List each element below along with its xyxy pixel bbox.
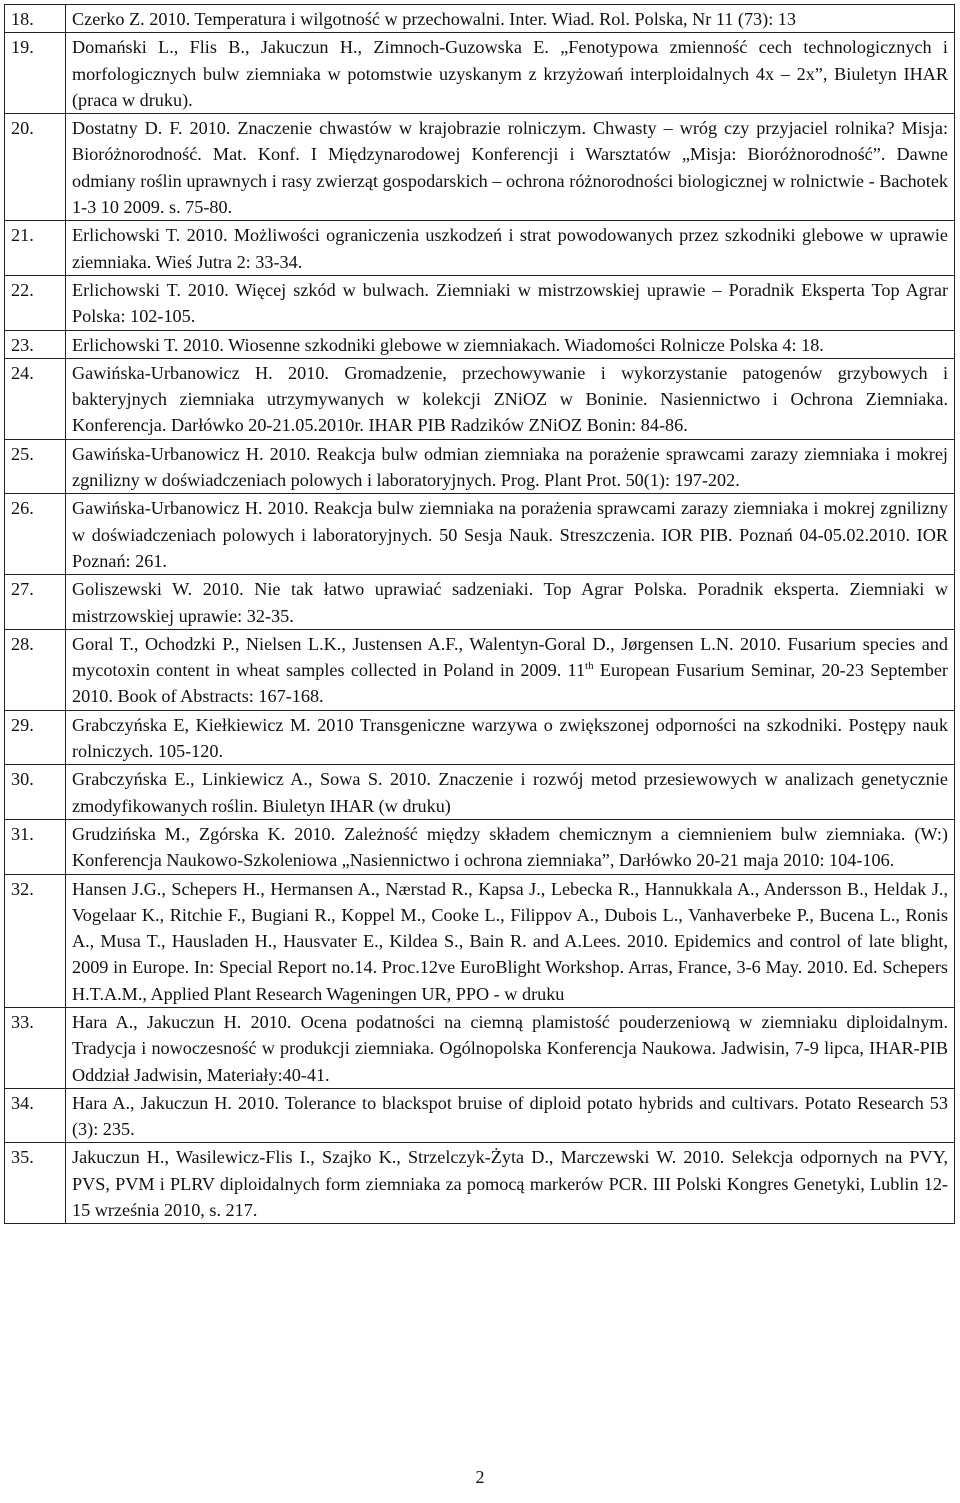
reference-text: Gawińska-Urbanowicz H. 2010. Reakcja bulw ziemniaka na porażenia sprawcami zarazy ziemniaka i mokrej zgnilizny w doświadczeniach polowych i laboratoryjnych. 50 Sesja Nauk. Streszczenia. IOR PIB. Poznań 04-05.02.2010. IOR Poznań: 261.	[66, 494, 955, 575]
reference-number: 28.	[5, 629, 66, 710]
reference-text: Erlichowski T. 2010. Wiosenne szkodniki glebowe w ziemniakach. Wiadomości Rolnicze Polska 4: 18.	[66, 330, 955, 358]
table-row	[5, 765, 955, 820]
table-row	[5, 819, 955, 874]
reference-number: 35.	[5, 1143, 66, 1224]
reference-text: Dostatny D. F. 2010. Znaczenie chwastów w krajobrazie rolniczym. Chwasty – wróg czy przyjaciel rolnika? Misja: Bioróżnorodność. Mat. Konf. I Międzynarodowej Konferencji i Warsztatów „Misja: Bioróżnorodność”. Dawne odmiany roślin uprawnych i rasy zwierząt gospodarskich – ochrona różnorodności biologicznej w rolnictwie - Bachotek 1-3 10 2009. s. 75-80.	[66, 114, 955, 221]
table-row	[5, 575, 955, 630]
reference-text	[66, 629, 955, 710]
table-row	[5, 221, 955, 276]
reference-number: 23.	[5, 330, 66, 358]
reference-text: Grabczyńska E, Kiełkiewicz M. 2010 Transgeniczne warzywa o zwiększonej odporności na szkodniki. Postępy nauk rolniczych. 105-120.	[66, 710, 955, 765]
reference-text-part: European Fusarium Seminar, 20-23 September 2010. Book of Abstracts: 167-168.	[72, 660, 948, 707]
reference-text: Gawińska-Urbanowicz H. 2010. Gromadzenie, przechowywanie i wykorzystanie patogenów grzybowych i bakteryjnych ziemniaka utrzymywanych w kolekcji ZNiOZ w Boninie. Nasiennictwo i Ochrona Ziemniaka. Konferencja. Darłówko 20-21.05.2010r. IHAR PIB Radzików ZNiOZ Bonin: 84-86.	[66, 358, 955, 439]
table-row	[5, 1088, 955, 1143]
table-row	[5, 275, 955, 330]
reference-text: Goliszewski W. 2010. Nie tak łatwo uprawiać sadzeniaki. Top Agrar Polska. Poradnik eksperta. Ziemniaki w mistrzowskiej uprawie: 32-35.	[66, 575, 955, 630]
reference-number: 18.	[5, 5, 66, 33]
references-table	[4, 4, 955, 1224]
reference-text: Grudzińska M., Zgórska K. 2010. Zależność między składem chemicznym a ciemnieniem bulw ziemniaka. (W:) Konferencja Naukowo-Szkoleniowa „Nasiennictwo i ochrona ziemniaka”, Darłówko 20-21 maja 2010: 104-106.	[66, 819, 955, 874]
reference-text: Erlichowski T. 2010. Więcej szkód w bulwach. Ziemniaki w mistrzowskiej uprawie – Poradnik Eksperta Top Agrar Polska: 102-105.	[66, 275, 955, 330]
reference-number: 20.	[5, 114, 66, 221]
reference-number: 26.	[5, 494, 66, 575]
table-row	[5, 874, 955, 1007]
reference-text: Gawińska-Urbanowicz H. 2010. Reakcja bulw odmian ziemniaka na porażenie sprawcami zarazy ziemniaka i mokrej zgnilizny w doświadczeniach polowych i laboratoryjnych. Prog. Plant Prot. 50(1): 197-202.	[66, 439, 955, 494]
reference-number: 30.	[5, 765, 66, 820]
page-number: 2	[475, 1467, 485, 1487]
reference-number: 21.	[5, 221, 66, 276]
reference-text-part: Goral T., Ochodzki P., Nielsen L.K., Justensen A.F., Walentyn-Goral D., Jørgensen L.N. 2010. Fusarium species and mycotoxin content in wheat samples collected in Poland in 2009. 11	[72, 633, 948, 681]
reference-text: Domański L., Flis B., Jakuczun H., Zimnoch-Guzowska E. „Fenotypowa zmienność cech technologicznych i morfologicznych bulw ziemniaka w potomstwie uzyskanym z krzyżowań interploidalnych 4x – 2x”, Biuletyn IHAR (praca w druku).	[66, 33, 955, 114]
table-row	[5, 629, 955, 710]
reference-number: 19.	[5, 33, 66, 114]
table-row	[5, 33, 955, 114]
reference-number: 24.	[5, 358, 66, 439]
table-row	[5, 358, 955, 439]
reference-number: 33.	[5, 1007, 66, 1088]
table-row	[5, 330, 955, 358]
table-row	[5, 710, 955, 765]
reference-number: 25.	[5, 439, 66, 494]
reference-number: 31.	[5, 819, 66, 874]
reference-text: Hara A., Jakuczun H. 2010. Ocena podatności na ciemną plamistość pouderzeniową w ziemniaku diploidalnym. Tradycja i nowoczesność w produkcji ziemniaka. Ogólnopolska Konferencja Naukowa. Jadwisin, 7-9 lipca, IHAR-PIB Oddział Jadwisin, Materiały:40-41.	[66, 1007, 955, 1088]
reference-text: Grabczyńska E., Linkiewicz A., Sowa S. 2010. Znaczenie i rozwój metod przesiewowych w analizach genetycznie zmodyfikowanych roślin. Biuletyn IHAR (w druku)	[66, 765, 955, 820]
table-row	[5, 5, 955, 33]
ordinal-superscript: th	[585, 660, 594, 673]
table-row	[5, 114, 955, 221]
reference-text: Erlichowski T. 2010. Możliwości ograniczenia uszkodzeń i strat powodowanych przez szkodniki glebowe w uprawie ziemniaka. Wieś Jutra 2: 33-34.	[66, 221, 955, 276]
reference-number: 34.	[5, 1088, 66, 1143]
reference-number: 27.	[5, 575, 66, 630]
reference-text: Hansen J.G., Schepers H., Hermansen A., Nærstad R., Kapsa J., Lebecka R., Hannukkala A., Andersson B., Heldak J., Vogelaar K., Ritchie F., Bugiani R., Koppel M., Cooke L., Filippov A., Dubois L., Vanhaverbeke P., Bucena L., Ronis A., Musa T., Hausladen H., Hausvater E., Kildea S., Bain R. and A.Lees. 2010. Epidemics and control of late blight, 2009 in Europe. In: Special Report no.14. Proc.12ve EuroBlight Workshop. Arras, France, 3-6 May. 2010. Ed. Schepers H.T.A.M., Applied Plant Research Wageningen UR, PPO - w druku	[66, 874, 955, 1007]
reference-number: 29.	[5, 710, 66, 765]
table-row	[5, 494, 955, 575]
table-row	[5, 1143, 955, 1224]
reference-number: 32.	[5, 874, 66, 1007]
table-row	[5, 1007, 955, 1088]
table-row	[5, 439, 955, 494]
reference-text: Czerko Z. 2010. Temperatura i wilgotność w przechowalni. Inter. Wiad. Rol. Polska, Nr 11 (73): 13	[66, 5, 955, 33]
reference-number: 22.	[5, 275, 66, 330]
reference-text: Jakuczun H., Wasilewicz-Flis I., Szajko K., Strzelczyk-Żyta D., Marczewski W. 2010. Selekcja odpornych na PVY, PVS, PVM i PLRV diploidalnych form ziemniaka za pomocą markerów PCR. III Polski Kongres Genetyki, Lublin 12-15 września 2010, s. 217.	[66, 1143, 955, 1224]
reference-text: Hara A., Jakuczun H. 2010. Tolerance to blackspot bruise of diploid potato hybrids and cultivars. Potato Research 53 (3): 235.	[66, 1088, 955, 1143]
